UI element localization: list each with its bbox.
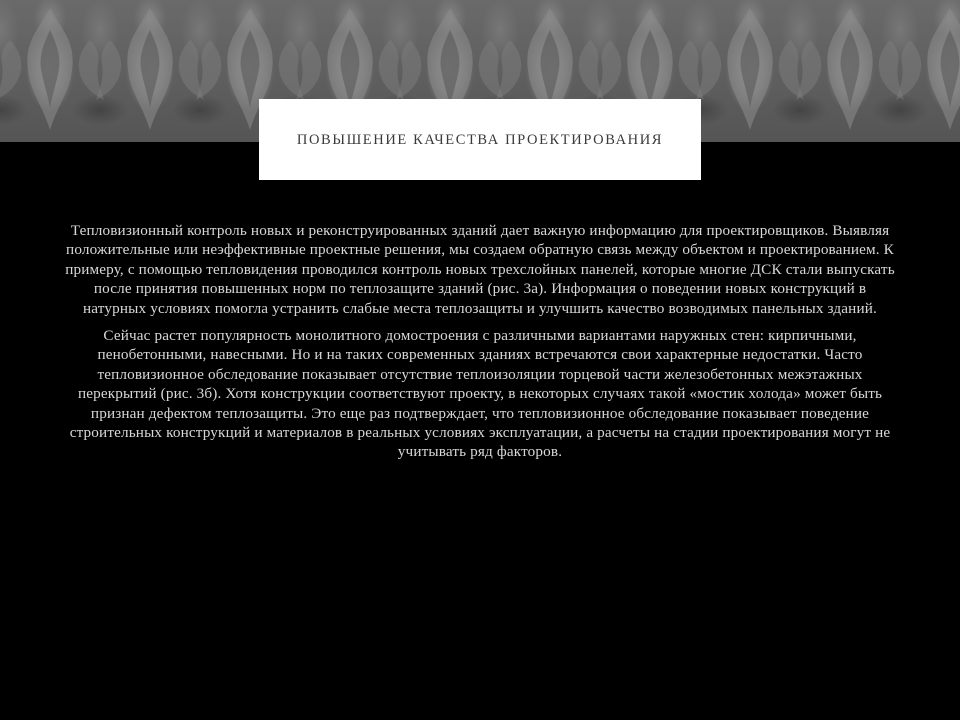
slide-body	[62, 221, 898, 470]
title-box	[259, 99, 701, 180]
paragraph-1: Тепловизионный контроль новых и реконструированных зданий дает важную информацию для проектировщиков. Выявляя положительные или неэффективные проектные решения, мы создаем обратную связь между объектом и проектированием. К примеру, с помощью тепловидения проводился контроль новых трехслойных панелей, которые многие ДСК стали выпускать после принятия повышенных норм по теплозащите зданий (рис. 3а). Информация о поведении новых конструкций в натурных условиях помогла устранить слабые места теплозащиты и улучшить качество возводимых панельных зданий.	[65, 222, 895, 317]
paragraph-2: Сейчас растет популярность монолитного домостроения с различными вариантами наружных стен: кирпичными, пенобетонными, навесными. Но и на таких современных зданиях встречаются свои характерные недостатки. Часто тепловизионное обследование показывает отсутствие теплоизоляции торцевой части железобетонных межэтажных перекрытий (рис. 3б). Хотя конструкции соответствуют проекту, в некоторых случаях такой «мостик холода» может быть признан дефектом теплозащиты. Это еще раз подтверждает, что тепловизионное обследование показывает поведение строительных конструкций и материалов в реальных условиях эксплуатации, а расчеты на стадии проектирования могут не учитывать ряд факторов.	[69, 327, 891, 461]
slide-title: ПОВЫШЕНИЕ КАЧЕСТВА ПРОЕКТИРОВАНИЯ	[296, 131, 664, 148]
